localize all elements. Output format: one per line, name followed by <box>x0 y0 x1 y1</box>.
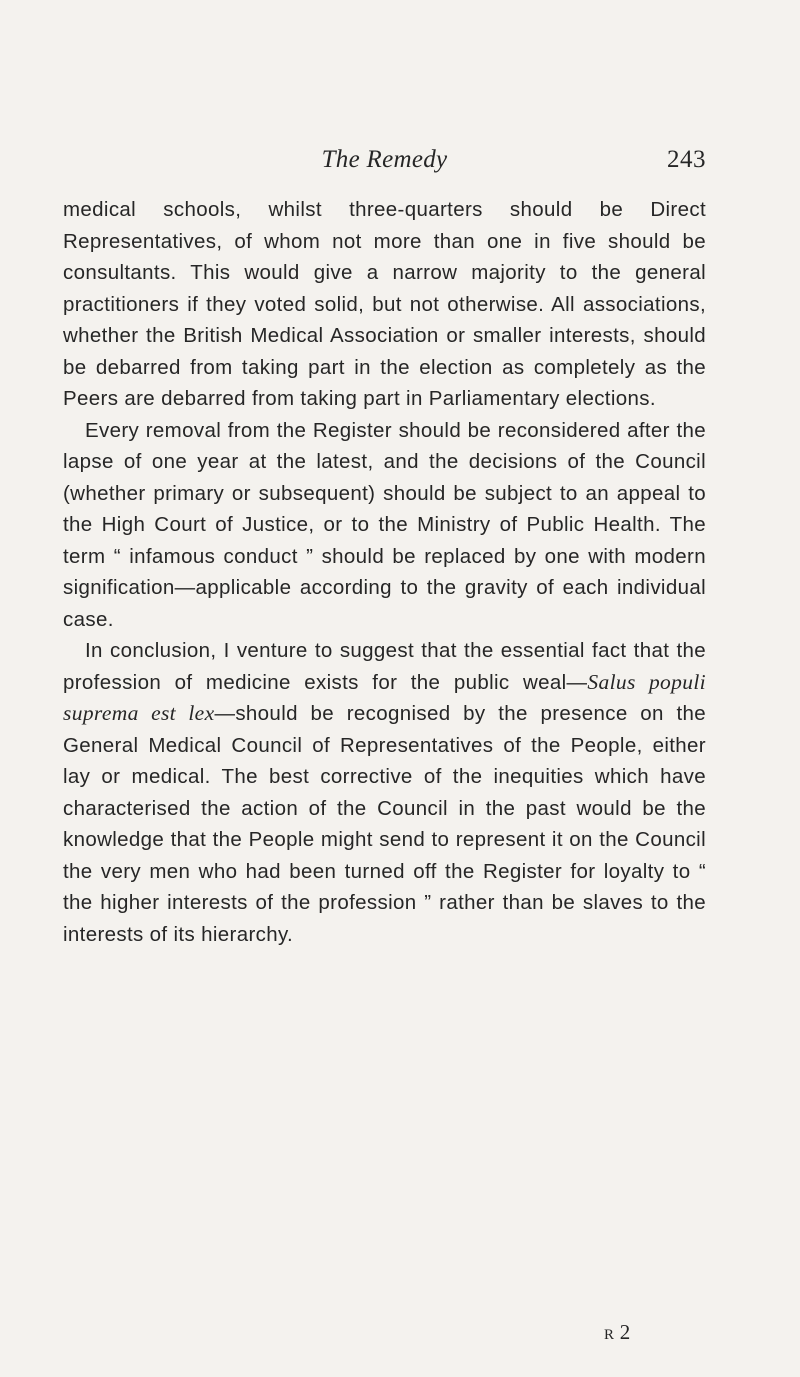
body-text <box>63 194 706 950</box>
latin-maxim: Salus populi suprema est lex <box>63 669 706 725</box>
paragraph-2: Every removal from the Register should be reconsidered after the lapse of one year at the latest, and the decisions of the Council (whether primary or subsequent) should be subject to an appeal to the High Court of Justice, or to the Ministry of Public Health. The term “ infamous conduct ” should be replaced by one with modern signification—applicable according to the gravity of each individual case. <box>63 418 706 631</box>
signature-mark <box>604 1318 630 1349</box>
signature-number: 2 <box>619 1320 631 1344</box>
paragraph-3-closing: —should be recognised by the presence on the General Medical Council of Representatives of the People, either lay or medical. The best corrective of the inequities which have characterised the action of the Council in the past would be the knowledge that the People might send to represent it on the Council the very men who had been turned off the Register for loyalty to “ the higher interests of the profession ” rather than be slaves to the interests of its hierarchy. <box>63 702 706 946</box>
running-head <box>63 143 706 177</box>
paragraph-3 <box>63 635 706 950</box>
paragraph-3-opening: In conclusion, I venture to suggest that the essential fact that the profession of medicine exists for the public weal— <box>63 639 706 694</box>
signature-letter: R <box>604 1327 615 1343</box>
paragraph-1: medical schools, whilst three-quarters should be Direct Representatives, of whom not more than one in five should be consultants. This would give a narrow majority to the general practitioners if they voted solid, but not otherwise. All associations, whether the British Medical Association or smaller interests, should be debarred from taking part in the election as completely as the Peers are debarred from taking part in Parliamentary elections. <box>63 198 706 410</box>
page-number: 243 <box>667 146 706 173</box>
running-title: The Remedy <box>321 146 448 173</box>
